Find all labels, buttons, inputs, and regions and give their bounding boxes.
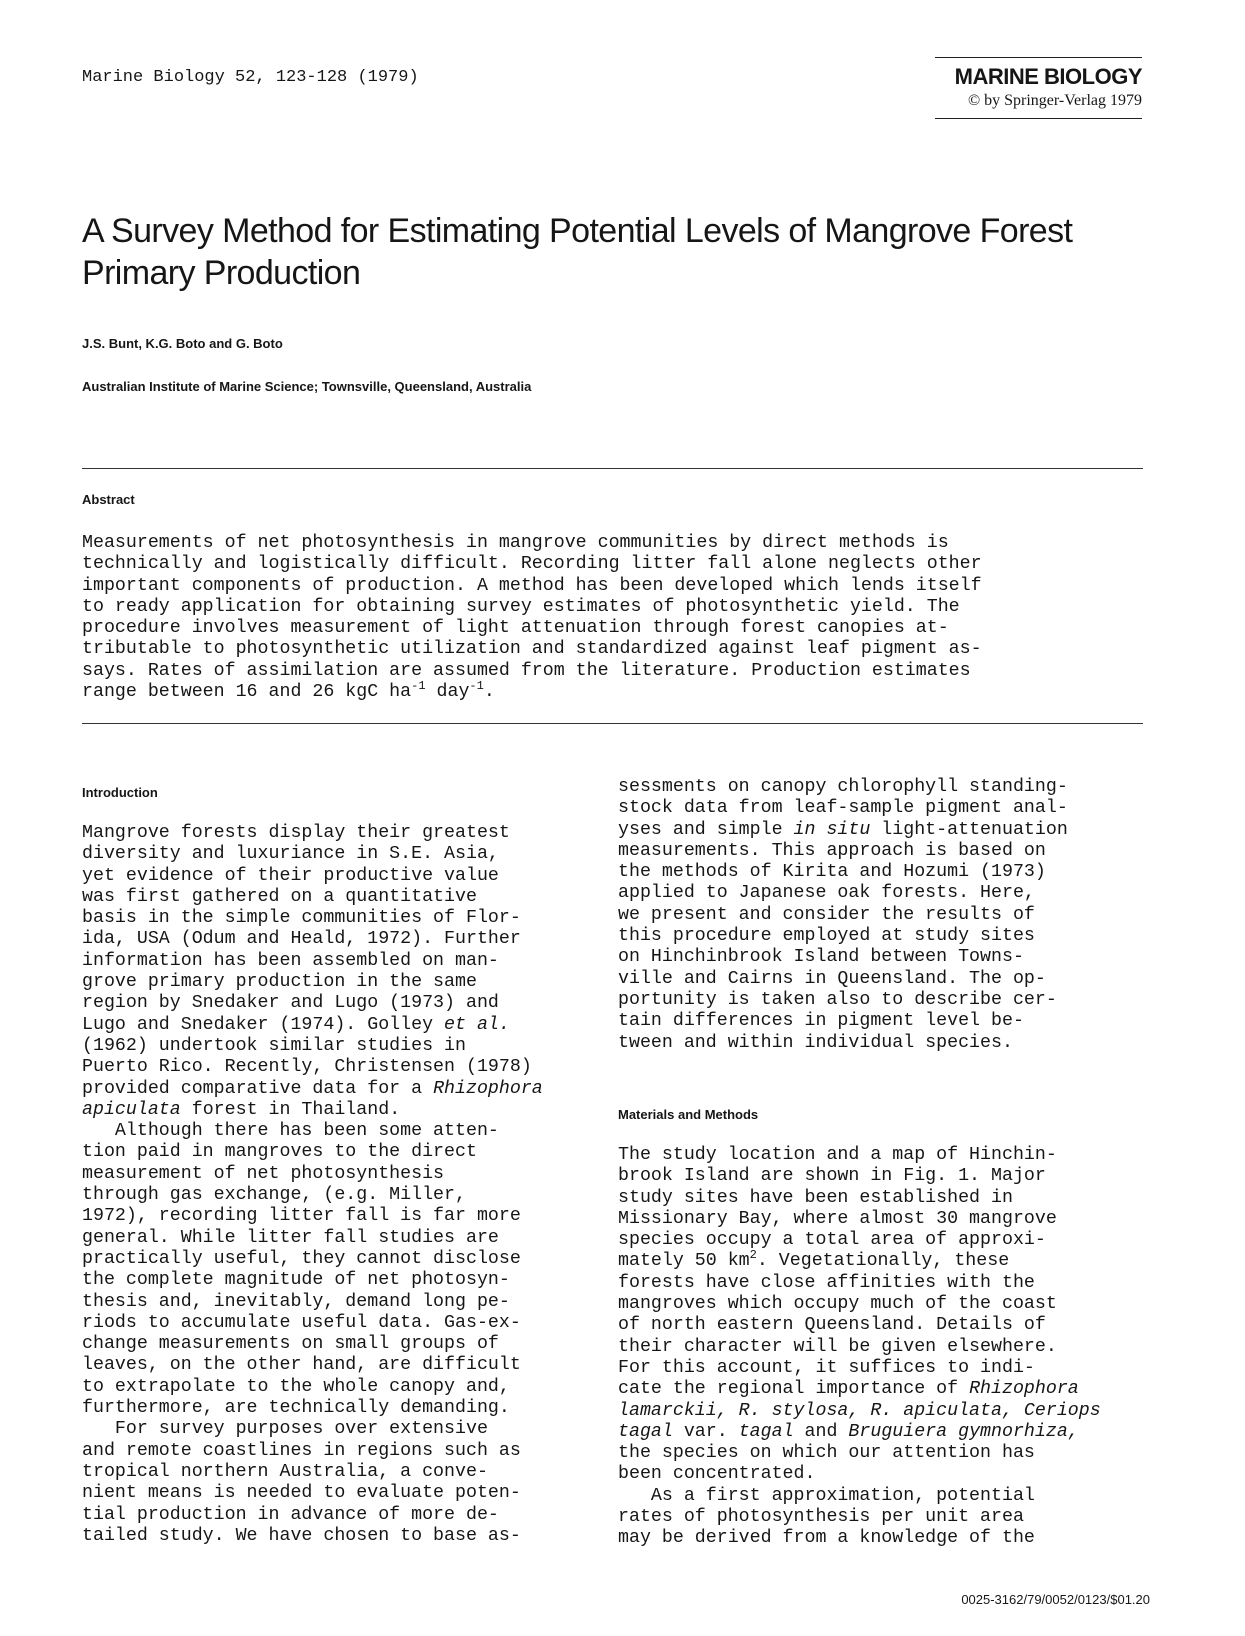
text-line: measurement of net photosynthesis	[82, 1163, 445, 1184]
text-line: For this account, it suffices to indi-	[618, 1357, 1035, 1378]
text-line: study sites have been established in	[618, 1187, 1013, 1208]
text-line: information has been assembled on man-	[82, 950, 499, 971]
abstract-body	[82, 533, 1147, 703]
materials-methods-heading: Materials and Methods	[618, 1107, 759, 1122]
abstract-line: says. Rates of assimilation are assumed from the literature. Production estimates	[82, 660, 971, 681]
article-code: 0025-3162/79/0052/0123/$01.20	[961, 1592, 1150, 1607]
text-line: tion paid in mangroves to the direct	[82, 1142, 477, 1163]
text-line: grove primary production in the same	[82, 972, 477, 993]
text-line	[82, 1079, 602, 1100]
text-line: tain differences in pigment level be-	[618, 1011, 1024, 1032]
copyright-notice: © by Springer-Verlag 1979	[967, 92, 1142, 109]
text-line	[618, 1401, 1148, 1422]
text-line: their character will be given elsewhere.	[618, 1336, 1057, 1357]
text-line: stock data from leaf-sample pigment anal-	[618, 798, 1068, 819]
abstract-line: important components of production. A method has been developed which lends itself	[82, 575, 982, 596]
abstract-line: tributable to photosynthetic utilization and standardized against leaf pigment as-	[82, 639, 982, 660]
abstract-line: Measurements of net photosynthesis in mangrove communities by direct methods is	[82, 533, 949, 553]
text-line: thesis and, inevitably, demand long pe-	[82, 1291, 510, 1312]
affiliation: Australian Institute of Marine Science; Townsville, Queensland, Australia	[82, 379, 532, 394]
journal-brand-box	[935, 57, 1142, 119]
text-line: to extrapolate to the whole canopy and,	[82, 1376, 510, 1397]
italic-fragment: tagal	[618, 1421, 673, 1442]
abstract-bottom-rule	[82, 723, 1143, 724]
text-line: Although there has been some atten-	[82, 1121, 499, 1142]
text-line: general. While litter fall studies are	[82, 1227, 499, 1248]
text-line: region by Snedaker and Lugo (1973) and	[82, 993, 499, 1014]
text-line: sessments on canopy chlorophyll standing-	[618, 777, 1068, 797]
text-line	[618, 1379, 1148, 1400]
text-line	[618, 1422, 1148, 1443]
abstract-text-fragment: range between 16 and 26 kgC ha	[82, 682, 412, 703]
text-line: forests have close affinities with the	[618, 1272, 1035, 1293]
text-fragment: and	[793, 1421, 849, 1442]
text-fragment: mately 50 km	[618, 1251, 750, 1272]
text-line	[82, 1015, 602, 1036]
text-line	[618, 1248, 1148, 1272]
text-line: (1962) undertook similar studies in	[82, 1035, 466, 1056]
text-line: the species on which our attention has	[618, 1443, 1035, 1464]
text-line: Missionary Bay, where almost 30 mangrove	[618, 1208, 1057, 1229]
text-line: this procedure employed at study sites	[618, 926, 1035, 947]
text-line: change measurements on small groups of	[82, 1334, 499, 1355]
text-line: mangroves which occupy much of the coast	[618, 1294, 1057, 1315]
italic-fragment: Bruguiera gymnorhiza,	[848, 1421, 1079, 1442]
text-line: basis in the simple communities of Flor-	[82, 908, 521, 929]
paper-title: A Survey Method for Estimating Potential Levels of Mangrove Forest Primary Production	[82, 212, 1073, 292]
italic-fragment: tagal	[738, 1421, 794, 1442]
text-line: was first gathered on a quantitative	[82, 886, 477, 907]
text-line: the complete magnitude of net photosyn-	[82, 1270, 510, 1291]
introduction-continued	[618, 777, 1148, 1054]
text-line: furthermore, are technically demanding.	[82, 1398, 510, 1419]
text-line: diversity and luxuriance in S.E. Asia,	[82, 844, 499, 865]
text-line: been concentrated.	[618, 1464, 816, 1485]
text-line: ida, USA (Odum and Heald, 1972). Further	[82, 929, 521, 950]
text-line: rates of photosynthesis per unit area	[618, 1507, 1024, 1528]
text-line: and remote coastlines in regions such as	[82, 1440, 521, 1461]
text-line: tropical northern Australia, a conve-	[82, 1461, 488, 1482]
text-line: For survey purposes over extensive	[82, 1419, 488, 1440]
superscript: 2	[749, 1248, 757, 1263]
brand-bottom-rule	[935, 118, 1142, 119]
text-fragment: provided comparative data for a	[82, 1078, 434, 1099]
text-line: leaves, on the other hand, are difficult	[82, 1355, 521, 1376]
text-line: Puerto Rico. Recently, Christensen (1978)	[82, 1057, 532, 1078]
text-line: tailed study. We have chosen to base as-	[82, 1525, 521, 1546]
text-line: Mangrove forests display their greatest	[82, 823, 510, 843]
text-fragment: cate the regional importance of	[618, 1379, 970, 1400]
text-fragment: forest in Thailand.	[180, 1099, 401, 1120]
brand-top-rule	[935, 57, 1142, 58]
text-line: applied to Japanese oak forests. Here,	[618, 883, 1035, 904]
italic-fragment: et al.	[444, 1014, 510, 1035]
text-line: may be derived from a knowledge of the	[618, 1528, 1035, 1549]
text-line: yet evidence of their productive value	[82, 865, 499, 886]
text-fragment: yses and simple	[618, 819, 794, 840]
introduction-body	[82, 823, 602, 1547]
text-line: measurements. This approach is based on	[618, 840, 1046, 861]
text-line: brook Island are shown in Fig. 1. Major	[618, 1166, 1046, 1187]
authors: J.S. Bunt, K.G. Boto and G. Boto	[82, 336, 283, 351]
text-line: species occupy a total area of approxi-	[618, 1230, 1046, 1251]
text-line: ville and Cairns in Queensland. The op-	[618, 968, 1046, 989]
text-line	[618, 820, 1148, 841]
text-line: 1972), recording litter fall is far more	[82, 1206, 521, 1227]
text-line: nient means is needed to evaluate poten-	[82, 1483, 521, 1504]
abstract-line: procedure involves measurement of light attenuation through forest canopies at-	[82, 618, 949, 639]
text-line: The study location and a map of Hinchin-	[618, 1145, 1057, 1165]
italic-fragment: Rhizophora	[969, 1379, 1079, 1400]
introduction-heading: Introduction	[82, 785, 158, 800]
journal-citation: Marine Biology 52, 123-128 (1979)	[82, 68, 419, 87]
abstract-last-line	[82, 679, 1147, 703]
text-line: practically useful, they cannot disclose	[82, 1248, 521, 1269]
text-line: of north eastern Queensland. Details of	[618, 1315, 1046, 1336]
text-line: riods to accumulate useful data. Gas-ex-	[82, 1312, 521, 1333]
text-fragment: light-attenuation	[870, 819, 1068, 840]
abstract-text-fragment: day	[425, 682, 470, 703]
text-line: through gas exchange, (e.g. Miller,	[82, 1185, 466, 1206]
abstract-superscript: -1	[411, 679, 426, 694]
abstract-heading: Abstract	[82, 492, 135, 507]
text-fragment: . Vegetationally, these	[756, 1251, 1010, 1272]
text-line: portunity is taken also to describe cer-	[618, 989, 1057, 1010]
abstract-line: technically and logistically difficult. Recording litter fall alone neglects other	[82, 554, 982, 575]
text-line: on Hinchinbrook Island between Towns-	[618, 947, 1024, 968]
text-line: tial production in advance of more de-	[82, 1504, 499, 1525]
text-fragment: var.	[672, 1421, 739, 1442]
text-line: tween and within individual species.	[618, 1032, 1013, 1053]
text-line: As a first approximation, potential	[618, 1485, 1035, 1506]
abstract-line: to ready application for obtaining survey estimates of photosynthetic yield. The	[82, 596, 960, 617]
text-line: the methods of Kirita and Hozumi (1973)	[618, 862, 1046, 883]
journal-brand-name: MARINE BIOLOGY	[954, 64, 1142, 89]
text-line: we present and consider the results of	[618, 904, 1035, 925]
italic-fragment: lamarckii, R. stylosa, R. apiculata, Ceriops	[618, 1400, 1101, 1421]
materials-methods-body	[618, 1145, 1148, 1550]
abstract-text-fragment: .	[483, 682, 495, 703]
text-fragment: Lugo and Snedaker (1974). Golley	[82, 1014, 445, 1035]
italic-fragment: Rhizophora	[433, 1078, 543, 1099]
abstract-superscript: -1	[469, 679, 484, 694]
italic-fragment: apiculata	[82, 1099, 181, 1120]
abstract-top-rule	[82, 468, 1143, 469]
text-line	[82, 1100, 602, 1121]
italic-fragment: in situ	[793, 819, 871, 840]
